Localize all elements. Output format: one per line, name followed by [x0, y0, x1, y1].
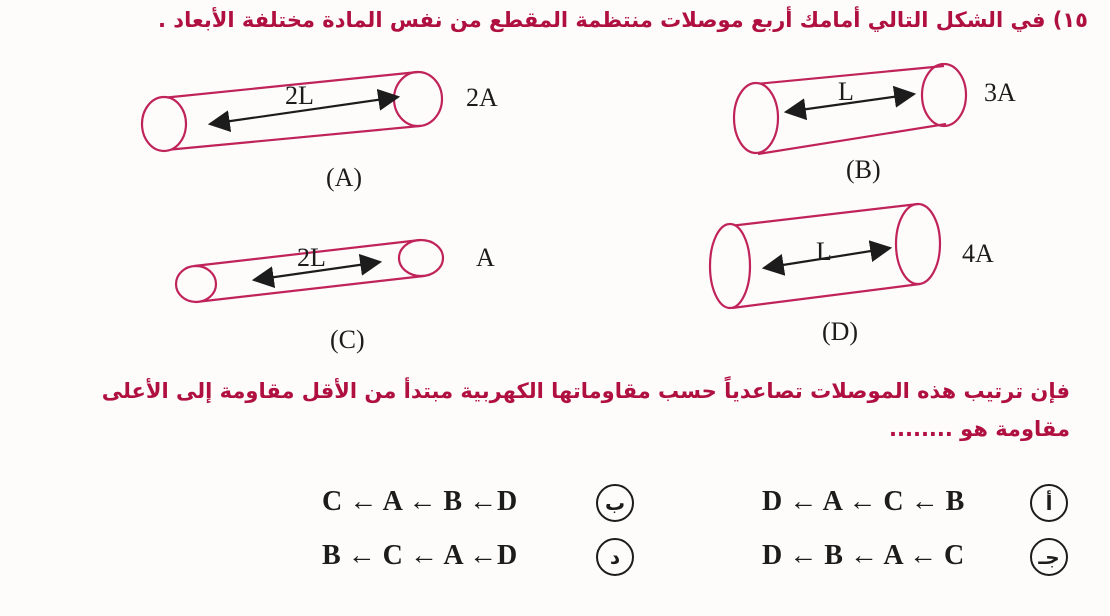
- question-stem: ١٥) في الشكل التالي أمامك أربع موصلات منتظمة المقطع من نفس المادة مختلفة الأبعاد .: [158, 8, 1088, 32]
- conductor-a-caption: (A): [326, 163, 363, 192]
- choice-c-marker[interactable]: جـ: [1030, 538, 1068, 576]
- choice-a-order[interactable]: D ← A ← C ← B: [762, 486, 965, 517]
- conclusion-line-1: فإن ترتيب هذه الموصلات تصاعدياً حسب مقاوماتها الكهربية مبتدأ من الأقل مقاومة إلى الأعلى: [101, 379, 1070, 403]
- choice-d-order[interactable]: B ← C ← A ←D: [322, 540, 518, 571]
- conductor-b-length: L: [838, 77, 854, 106]
- conductor-c-caption: (C): [330, 325, 365, 354]
- conductor-b-caption: (B): [846, 155, 881, 184]
- conclusion-line-2: مقاومة هو ........: [889, 417, 1070, 441]
- choice-a-marker[interactable]: أ: [1030, 484, 1068, 522]
- conductor-b: [734, 64, 1016, 184]
- conductor-c: [176, 240, 495, 354]
- choice-b-marker[interactable]: ب: [596, 484, 634, 522]
- choice-d-marker[interactable]: د: [596, 538, 634, 576]
- choice-b-order[interactable]: C ← A ← B ←D: [322, 486, 518, 517]
- conductor-c-area: A: [476, 243, 495, 272]
- conductor-a-length: 2L: [285, 81, 314, 110]
- conductor-d: [710, 204, 994, 346]
- conductor-a: [142, 72, 498, 192]
- question-conclusion: [40, 372, 1070, 448]
- choice-c-order[interactable]: D ← B ← A ← C: [762, 540, 965, 571]
- conductor-d-area: 4A: [962, 239, 994, 268]
- conductor-d-length: L: [816, 237, 832, 266]
- conductor-d-caption: (D): [822, 317, 859, 346]
- conductor-c-length: 2L: [297, 243, 326, 272]
- conductor-a-area: 2A: [466, 83, 498, 112]
- conductor-b-area: 3A: [984, 78, 1016, 107]
